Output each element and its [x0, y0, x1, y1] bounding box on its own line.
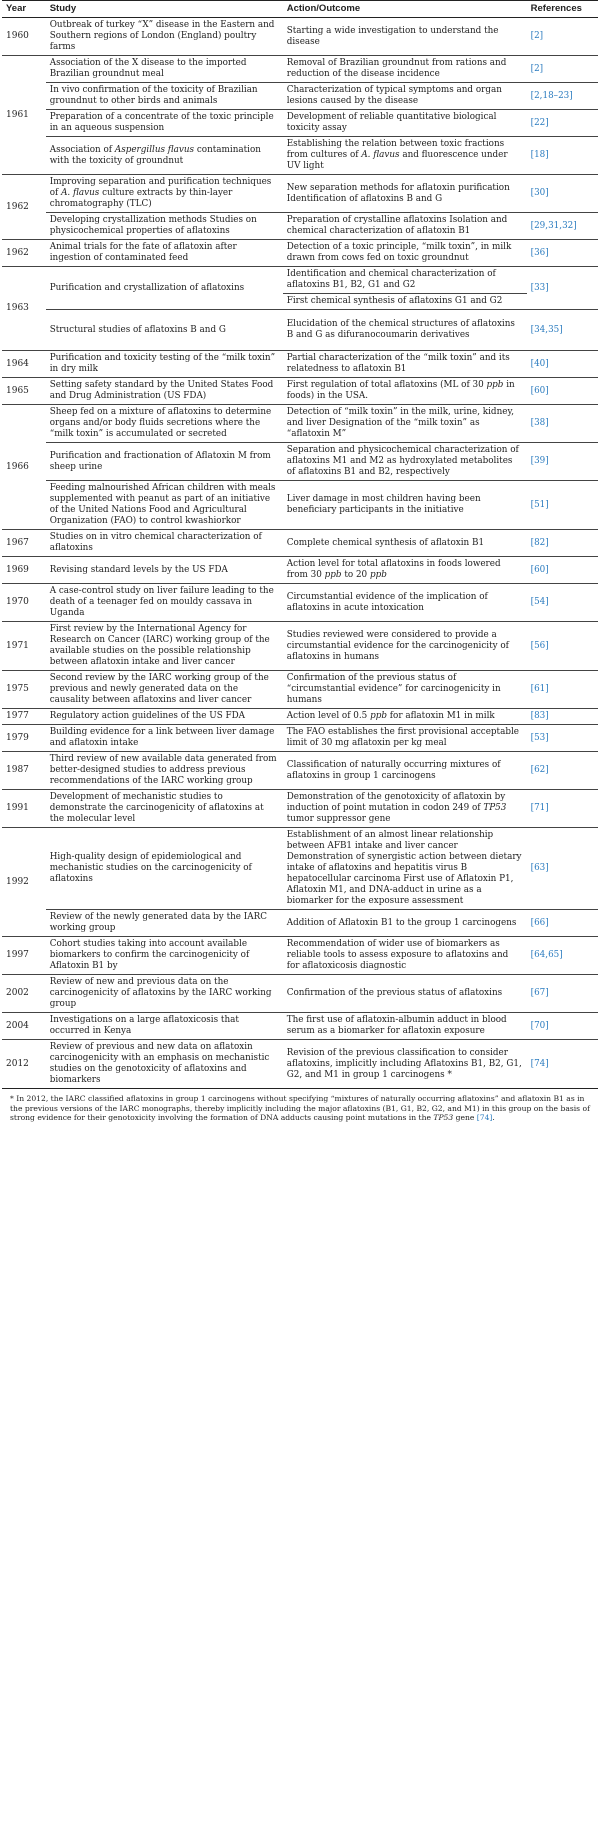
reference-link[interactable]: [70]	[527, 1013, 598, 1040]
action-cell: Demonstration of the genotoxicity of aflatoxin by induction of point mutation in codon 249 of TP53 tumor suppressor gene	[283, 790, 527, 828]
year-cell: 1962	[2, 240, 46, 267]
table-row	[2, 310, 598, 351]
action-cell: Confirmation of the previous status of aflatoxins	[283, 975, 527, 1013]
study-cell: Building evidence for a link between liver damage and aflatoxin intake	[46, 725, 283, 752]
table-row	[2, 378, 598, 405]
study-cell: Feeding malnourished African children with meals supplemented with peanut as part of an initiative of the United Nations Food and Agricultural Organization (FAO) to control kwashiorkor	[46, 481, 283, 530]
action-cell: The FAO establishes the first provisional acceptable limit of 30 mg aflatoxin per kg meal	[283, 725, 527, 752]
reference-link[interactable]: [67]	[527, 975, 598, 1013]
reference-link[interactable]: [54]	[527, 584, 598, 622]
action-cell: Detection of a toxic principle, “milk toxin”, in milk drawn from cows fed on toxic groundnut	[283, 240, 527, 267]
table-row	[2, 110, 598, 137]
reference-link[interactable]: [83]	[527, 709, 598, 725]
table-row	[2, 530, 598, 557]
action-cell: Classification of naturally occurring mixtures of aflatoxins in group 1 carcinogens	[283, 752, 527, 790]
year-cell: 1961	[2, 56, 46, 175]
action-cell: Recommendation of wider use of biomarkers as reliable tools to assess exposure to aflatoxins and for aflatoxicosis diagnostic	[283, 937, 527, 975]
action-cell: Starting a wide investigation to understand the disease	[283, 18, 527, 56]
reference-link[interactable]: [29,31,32]	[527, 213, 598, 240]
year-cell: 1963	[2, 267, 46, 351]
table-row	[2, 622, 598, 671]
year-cell: 1970	[2, 584, 46, 622]
table-row	[2, 725, 598, 752]
year-cell: 2002	[2, 975, 46, 1013]
table-row	[2, 18, 598, 56]
study-cell: Preparation of a concentrate of the toxic principle in an aqueous suspension	[46, 110, 283, 137]
table-row	[2, 481, 598, 530]
study-cell: Review of new and previous data on the carcinogenicity of aflatoxins by the IARC working group	[46, 975, 283, 1013]
table-row	[2, 709, 598, 725]
table-row	[2, 937, 598, 975]
study-cell: Studies on in vitro chemical characterization of aflatoxins	[46, 530, 283, 557]
study-cell: Developing crystallization methods Studies on physicochemical properties of aflatoxins	[46, 213, 283, 240]
reference-link[interactable]: [60]	[527, 557, 598, 584]
year-cell: 1967	[2, 530, 46, 557]
table-row	[2, 175, 598, 213]
year-cell: 2004	[2, 1013, 46, 1040]
year-cell: 1966	[2, 405, 46, 530]
table-row	[2, 443, 598, 481]
header-action: Action/Outcome	[283, 1, 527, 18]
study-cell: Cohort studies taking into account available biomarkers to confirm the carcinogenicity of Aflatoxin B1 by	[46, 937, 283, 975]
year-cell: 1971	[2, 622, 46, 671]
study-cell: Regulatory action guidelines of the US FDA	[46, 709, 283, 725]
action-cell: Action level for total aflatoxins in foods lowered from 30 ppb to 20 ppb	[283, 557, 527, 584]
reference-link[interactable]: [56]	[527, 622, 598, 671]
reference-link[interactable]: [22]	[527, 110, 598, 137]
action-cell: Identification and chemical characterization of aflatoxins B1, B2, G1 and G2	[283, 267, 527, 294]
study-cell: Association of the X disease to the imported Brazilian groundnut meal	[46, 56, 283, 83]
table-header-row	[2, 1, 598, 18]
reference-link[interactable]: [34,35]	[527, 310, 598, 351]
action-cell: First regulation of total aflatoxins (ML of 30 ppb in foods) in the USA.	[283, 378, 527, 405]
reference-link[interactable]: [64,65]	[527, 937, 598, 975]
reference-link[interactable]: [40]	[527, 351, 598, 378]
action-cell: Revision of the previous classification to consider aflatoxins, implicitly including Aflatoxins B1, B2, G1, G2, and M1 in group 1 carcinogens *	[283, 1040, 527, 1089]
year-cell: 2012	[2, 1040, 46, 1089]
reference-link[interactable]: [74]	[527, 1040, 598, 1089]
year-cell: 1964	[2, 351, 46, 378]
action-cell: Separation and physicochemical characterization of aflatoxins M1 and M2 as hydroxylated metabolites of aflatoxins B1 and B2, respectively	[283, 443, 527, 481]
year-cell: 1991	[2, 790, 46, 828]
table-row	[2, 1040, 598, 1089]
study-cell: In vivo confirmation of the toxicity of Brazilian groundnut to other birds and animals	[46, 83, 283, 110]
table-row	[2, 213, 598, 240]
table-row	[2, 584, 598, 622]
action-cell: Establishing the relation between toxic fractions from cultures of A. flavus and fluorescence under UV light	[283, 137, 527, 175]
reference-link[interactable]: [63]	[527, 828, 598, 910]
action-cell: Action level of 0.5 ppb for aflatoxin M1 in milk	[283, 709, 527, 725]
reference-link[interactable]: [2]	[527, 56, 598, 83]
study-cell: Purification and crystallization of aflatoxins	[46, 267, 283, 310]
reference-link[interactable]: [62]	[527, 752, 598, 790]
year-cell: 1960	[2, 18, 46, 56]
year-cell: 1975	[2, 671, 46, 709]
action-cell: Removal of Brazilian groundnut from rations and reduction of the disease incidence	[283, 56, 527, 83]
reference-link[interactable]: [30]	[527, 175, 598, 213]
table-row	[2, 405, 598, 443]
study-cell: Improving separation and purification techniques of A. flavus culture extracts by thin-layer chromatography (TLC)	[46, 175, 283, 213]
action-cell: Complete chemical synthesis of aflatoxin B1	[283, 530, 527, 557]
action-cell: Characterization of typical symptoms and organ lesions caused by the disease	[283, 83, 527, 110]
table-row	[2, 790, 598, 828]
year-cell: 1962	[2, 175, 46, 240]
reference-link[interactable]: [61]	[527, 671, 598, 709]
study-cell: Investigations on a large aflatoxicosis that occurred in Kenya	[46, 1013, 283, 1040]
table-row	[2, 828, 598, 910]
action-cell: Circumstantial evidence of the implication of aflatoxins in acute intoxication	[283, 584, 527, 622]
table-row	[2, 671, 598, 709]
study-cell: Sheep fed on a mixture of aflatoxins to determine organs and/or body fluids secretions where the “milk toxin” is accumulated or secreted	[46, 405, 283, 443]
reference-link[interactable]: [51]	[527, 481, 598, 530]
study-cell: High-quality design of epidemiological and mechanistic studies on the carcinogenicity of aflatoxins	[46, 828, 283, 910]
action-cell: Establishment of an almost linear relationship between AFB1 intake and liver cancer Demonstration of synergistic action between dietary intake of aflatoxins and hepatitis virus B hepatocellular carcinoma First use of Aflatoxin P1, Aflatoxin M1, and DNA-adduct in urine as a biomarker for the exposure assessment	[283, 828, 527, 910]
study-cell: Revising standard levels by the US FDA	[46, 557, 283, 584]
action-cell: Partial characterization of the “milk toxin” and its relatedness to aflatoxin B1	[283, 351, 527, 378]
table-row	[2, 975, 598, 1013]
action-cell: Confirmation of the previous status of “circumstantial evidence” for carcinogenicity in humans	[283, 671, 527, 709]
reference-link[interactable]: [38]	[527, 405, 598, 443]
study-cell: Second review by the IARC working group of the previous and newly generated data on the causality between aflatoxins and liver cancer	[46, 671, 283, 709]
year-cell: 1992	[2, 828, 46, 937]
year-cell: 1965	[2, 378, 46, 405]
table-row	[2, 267, 598, 294]
table-row	[2, 910, 598, 937]
action-cell: Addition of Aflatoxin B1 to the group 1 carcinogens	[283, 910, 527, 937]
year-cell: 1977	[2, 709, 46, 725]
reference-link[interactable]: [2,18–23]	[527, 83, 598, 110]
reference-link[interactable]: [33]	[527, 267, 598, 310]
action-cell: Studies reviewed were considered to provide a circumstantial evidence for the carcinogenicity of aflatoxins in humans	[283, 622, 527, 671]
reference-link[interactable]: [66]	[527, 910, 598, 937]
study-cell: Structural studies of aflatoxins B and G	[46, 310, 283, 351]
year-cell: 1987	[2, 752, 46, 790]
study-cell: Review of previous and new data on aflatoxin carcinogenicity with an emphasis on mechanistic studies on the genotoxicity of aflatoxins and biomarkers	[46, 1040, 283, 1089]
table-row	[2, 56, 598, 83]
study-cell: Purification and fractionation of Aflatoxin M from sheep urine	[46, 443, 283, 481]
year-cell: 1997	[2, 937, 46, 975]
reference-link[interactable]: [71]	[527, 790, 598, 828]
year-cell: 1969	[2, 557, 46, 584]
study-cell: First review by the International Agency for Research on Cancer (IARC) working group of the available studies on the possible relationship between aflatoxin intake and liver cancer	[46, 622, 283, 671]
reference-link[interactable]: [53]	[527, 725, 598, 752]
table-row	[2, 240, 598, 267]
study-cell: Development of mechanistic studies to demonstrate the carcinogenicity of aflatoxins at the molecular level	[46, 790, 283, 828]
header-year: Year	[2, 1, 46, 18]
table-row	[2, 351, 598, 378]
action-cell: The first use of aflatoxin-albumin adduct in blood serum as a biomarker for aflatoxin exposure	[283, 1013, 527, 1040]
study-cell: A case-control study on liver failure leading to the death of a teenager fed on mouldy cassava in Uganda	[46, 584, 283, 622]
study-cell: Purification and toxicity testing of the “milk toxin” in dry milk	[46, 351, 283, 378]
reference-link[interactable]: [18]	[527, 137, 598, 175]
footnote-reference-link[interactable]: [74]	[476, 1113, 493, 1122]
study-cell: Third review of new available data generated from better-designed studies to address previous recommendations of the IARC working group	[46, 752, 283, 790]
action-cell: First chemical synthesis of aflatoxins G1 and G2	[283, 294, 527, 310]
year-cell: 1979	[2, 725, 46, 752]
reference-link[interactable]: [60]	[527, 378, 598, 405]
action-cell: New separation methods for aflatoxin purification Identification of aflatoxins B and G	[283, 175, 527, 213]
action-cell: Detection of “milk toxin” in the milk, urine, kidney, and liver Designation of the “milk toxin” as “aflatoxin M”	[283, 405, 527, 443]
table-row	[2, 752, 598, 790]
table-row	[2, 83, 598, 110]
table-row	[2, 137, 598, 175]
aflatoxin-history-table	[2, 0, 598, 1123]
header-study: Study	[46, 1, 283, 18]
table-row	[2, 1013, 598, 1040]
study-cell: Setting safety standard by the United States Food and Drug Administration (US FDA)	[46, 378, 283, 405]
table-row	[2, 557, 598, 584]
action-cell: Development of reliable quantitative biological toxicity assay	[283, 110, 527, 137]
action-cell: Liver damage in most children having been beneficiary participants in the initiative	[283, 481, 527, 530]
reference-link[interactable]: [39]	[527, 443, 598, 481]
reference-link[interactable]: [36]	[527, 240, 598, 267]
study-cell: Association of Aspergillus flavus contamination with the toxicity of groundnut	[46, 137, 283, 175]
reference-link[interactable]: [2]	[527, 18, 598, 56]
study-cell: Review of the newly generated data by the IARC working group	[46, 910, 283, 937]
header-references: References	[527, 1, 598, 18]
table-footnote: * In 2012, the IARC classified aflatoxins in group 1 carcinogens without specifying “mixtures of naturally occurring aflatoxins” and aflatoxin B1 as in the previous versions of the IARC monographs, thereby implicitly including the major aflatoxins (B1, G1, B2, G2, and M1) in this group on the basis of strong evidence for their genotoxicity involving the formation of DNA adducts causing point mutations in the TP53 gene [74].	[10, 1094, 590, 1122]
study-cell: Animal trials for the fate of aflatoxin after ingestion of contaminated feed	[46, 240, 283, 267]
reference-link[interactable]: [82]	[527, 530, 598, 557]
action-cell: Elucidation of the chemical structures of aflatoxins B and G as difuranocoumarin derivatives	[283, 310, 527, 351]
study-cell: Outbreak of turkey “X” disease in the Eastern and Southern regions of London (England) poultry farms	[46, 18, 283, 56]
action-cell: Preparation of crystalline aflatoxins Isolation and chemical characterization of aflatoxin B1	[283, 213, 527, 240]
